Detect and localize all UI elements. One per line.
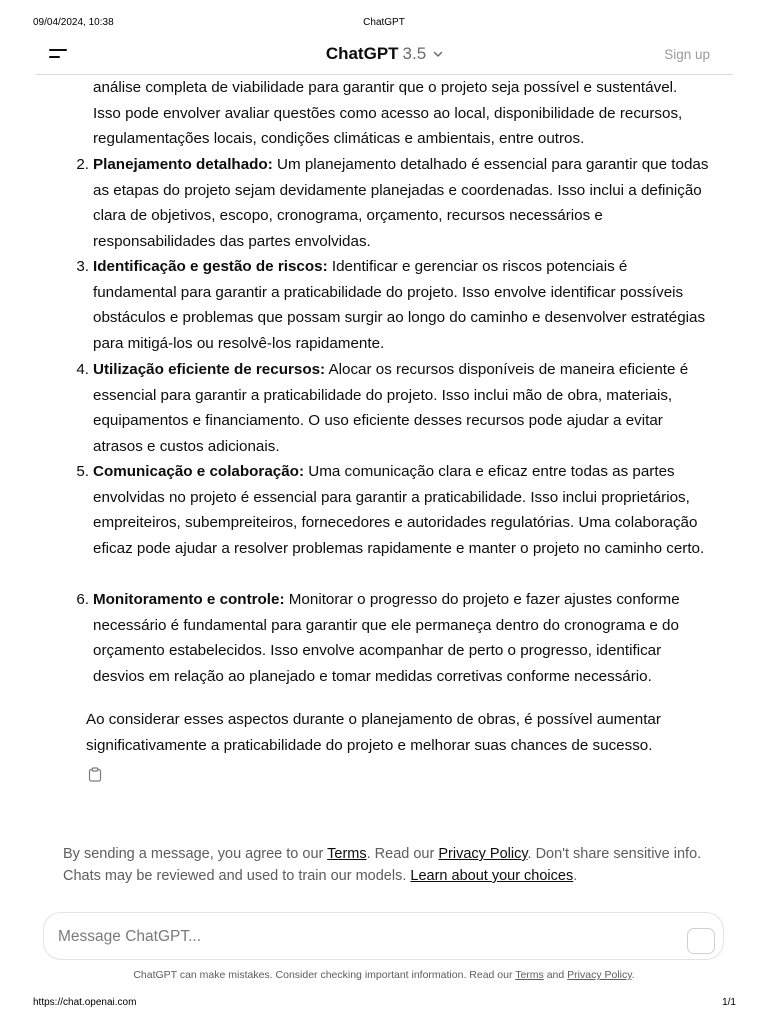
list-item-number: 6. [76, 591, 89, 608]
list-item [76, 357, 715, 459]
list-item-number: 5. [76, 463, 89, 480]
print-page-number: 1/1 [722, 997, 736, 1008]
list-item [76, 152, 715, 254]
menu-icon[interactable] [49, 46, 69, 62]
list-item-text: Uma comunicação clara e eficaz entre todas as partes envolvidas no projeto é essencial para garantir a praticabilidade. Isso inclui proprietários, empreiteiros, subempreiteiros, fornecedores e autoridades regulatórias. Uma colaboração eficaz pode ajudar a resolver problemas rapidamente e manter o projeto no caminho certo. [93, 463, 705, 557]
list-item [76, 587, 715, 689]
footer-privacy-link[interactable]: Privacy Policy [567, 969, 632, 981]
list-item-title: Utilização eficiente de recursos: [93, 361, 326, 378]
top-bar [36, 36, 733, 75]
message-composer [43, 912, 724, 960]
privacy-policy-link[interactable]: Privacy Policy [438, 846, 528, 862]
terms-link[interactable]: Terms [327, 846, 367, 862]
disclaimer-part: By sending a message, you agree to our [63, 846, 328, 862]
list-item-text: Identificar e gerenciar os riscos potenciais é fundamental para garantir a praticabilidade do projeto. Isso envolve identificar possíveis obstáculos e problemas que possam surgir ao longo do caminho e desenvolver estratégias para mitigá-los ou resolvê-los rapidamente. [93, 258, 706, 352]
print-page-title: ChatGPT [363, 17, 405, 28]
list-item-text: Um planejamento detalhado é essencial para garantir que todas as etapas do projeto sejam devidamente planejadas e coordenadas. Isso inclui a definição clara de objetivos, escopo, cronograma, orçamento, recursos necessários e responsabilidades das partes envolvidas. [93, 156, 709, 250]
footer-terms-link[interactable]: Terms [515, 969, 544, 981]
list-item-continuation [93, 75, 715, 152]
sign-up-button[interactable]: Sign up [664, 47, 710, 62]
disclaimer-part: . Don't share sensitive info. Chats may be reviewed and used to train our models. [63, 846, 702, 884]
list-item-text: Alocar os recursos disponíveis de maneira eficiente é essencial para garantir a praticabilidade do projeto. Isso inclui mão de obra, materiais, equipamentos e financiamento. O uso eficiente desses recursos pode ajudar a evitar atrasos e custos adicionais. [93, 361, 689, 455]
model-switcher-wrapper [36, 44, 733, 64]
model-name: ChatGPT [325, 44, 399, 63]
clipboard-icon[interactable] [88, 767, 102, 782]
footer-part: and [543, 969, 568, 981]
list-item [76, 459, 715, 561]
list-item-text: Monitorar o progresso do projeto e fazer ajustes conforme necessário é fundamental para garantir que ele permaneça dentro do cronograma e do orçamento estabelecidos. Isso envolve acompanhar de perto o progresso, identificar desvios em relação ao planejado e tomar medidas corretivas conforme necessário. [93, 591, 680, 685]
footer-part: . [631, 969, 635, 981]
list-item [76, 254, 715, 356]
list-item-number: 2. [76, 156, 89, 173]
chevron-down-icon [433, 49, 443, 59]
model-switcher[interactable] [326, 44, 443, 64]
learn-choices-link[interactable]: Learn about your choices [410, 868, 574, 884]
list-item-number: 3. [76, 258, 89, 275]
send-button-icon[interactable] [687, 928, 715, 954]
footer-part: ChatGPT can make mistakes. Consider checking important information. Read our [133, 969, 516, 981]
list-item-title: Identificação e gestão de riscos: [93, 258, 328, 275]
disclaimer-part: . [573, 868, 578, 884]
closing-paragraph: Ao considerar esses aspectos durante o planejamento de obras, é possível aumentar significativamente a praticabilidade do projeto e melhorar suas chances de sucesso. [86, 711, 661, 754]
model-version: 3.5 [402, 44, 427, 63]
message-input[interactable] [56, 923, 660, 951]
disclaimer-text [63, 843, 713, 887]
disclaimer-part: . Read our [366, 846, 439, 862]
print-url: https://chat.openai.com [33, 997, 137, 1008]
list-item-title: Planejamento detalhado: [93, 156, 273, 173]
print-datetime: 09/04/2024, 10:38 [33, 17, 114, 28]
footer-disclaimer [0, 969, 768, 981]
list-item-title: Comunicação e colaboração: [93, 463, 305, 480]
intro-line-2: Isso pode envolver avaliar questões como acesso ao local, disponibilidade de recursos, [93, 104, 683, 122]
list-item-number: 4. [76, 361, 89, 378]
list-item-title: Monitoramento e controle: [93, 591, 285, 608]
intro-line-1: análise completa de viabilidade para garantir que o projeto seja possível e sustentável. [93, 79, 678, 96]
intro-line-3: regulamentações locais, condições climáticas e ambientais, entre outros. [93, 130, 585, 148]
